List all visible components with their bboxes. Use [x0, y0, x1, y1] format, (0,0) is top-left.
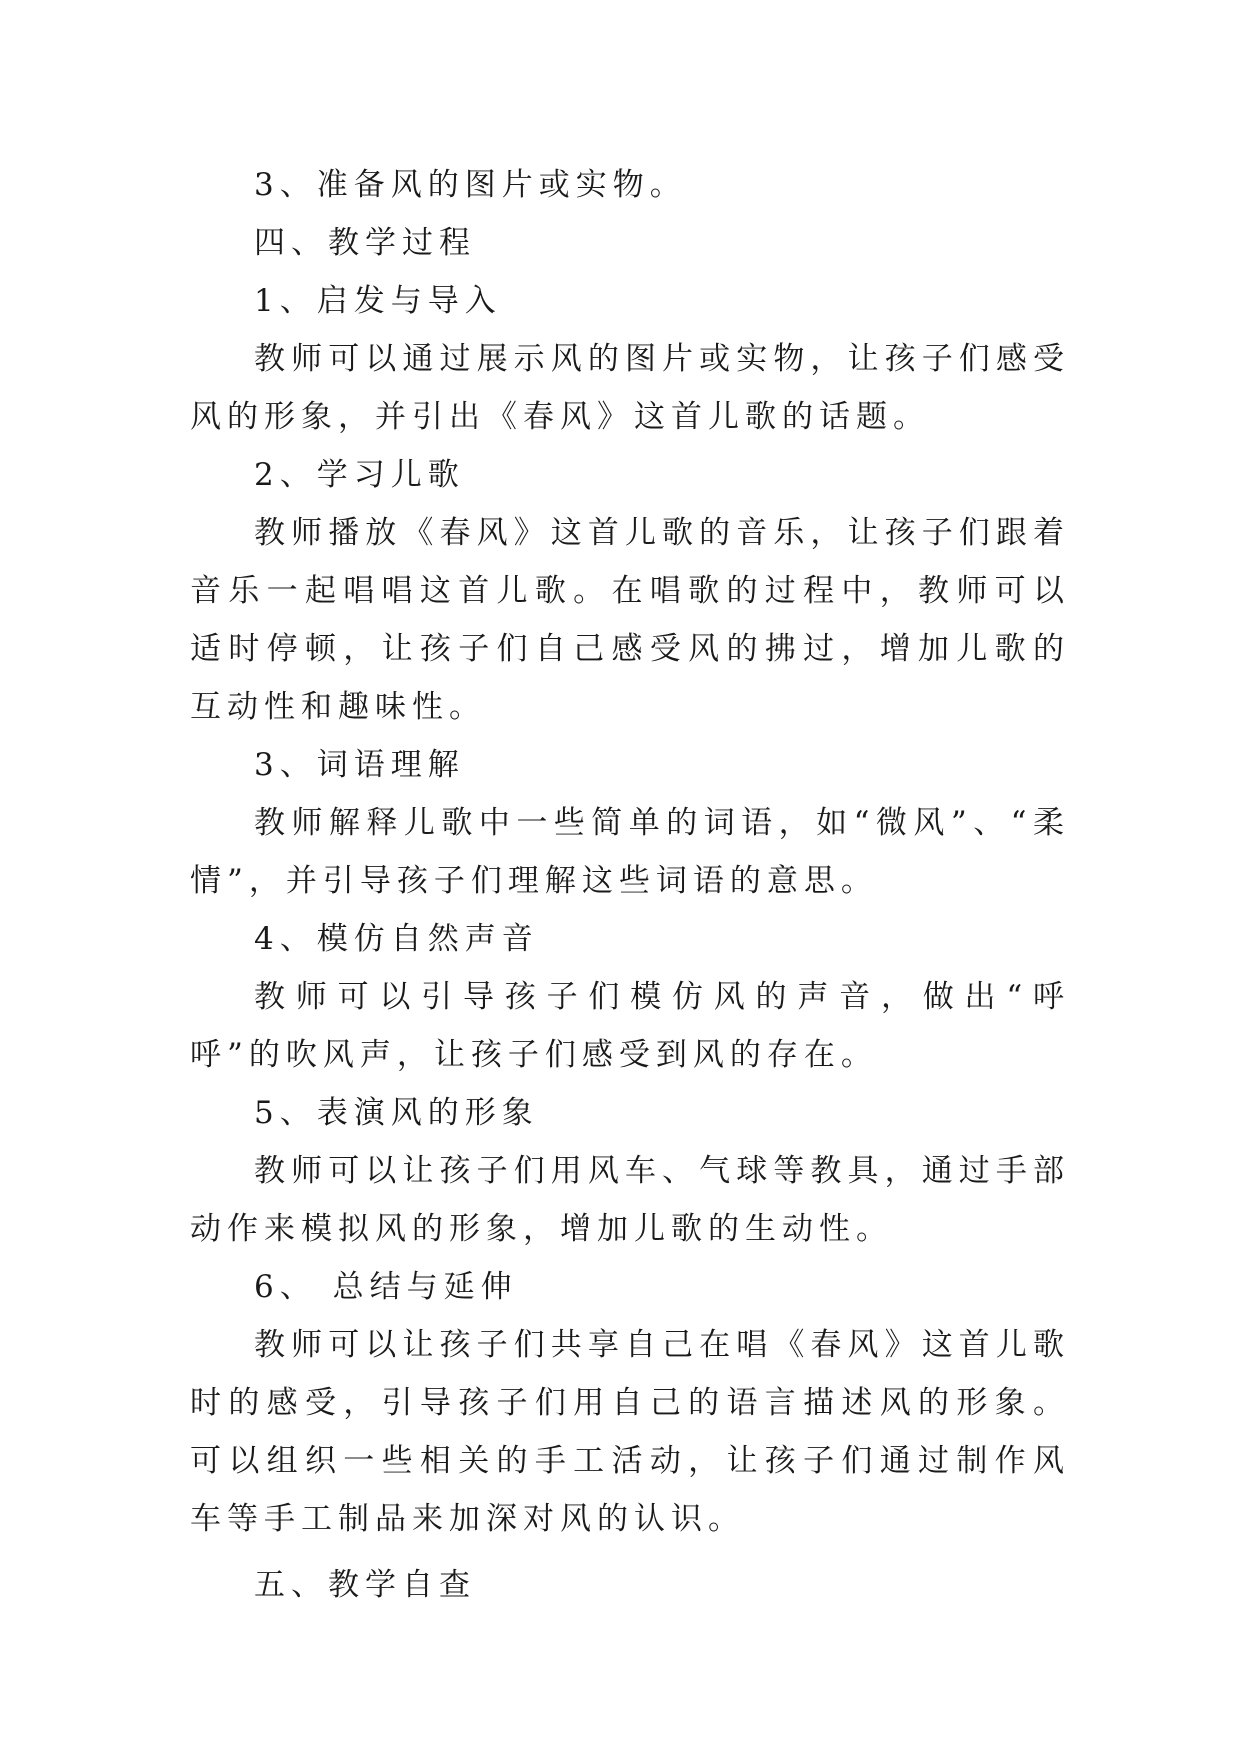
spacer: [190, 1548, 1070, 1556]
step-heading-learn-song: 2、学习儿歌: [254, 457, 465, 493]
step-heading-perform-wind: 5、表演风的形象: [254, 1095, 539, 1131]
list-item-prepare-materials: 3、准备风的图片或实物。: [254, 167, 687, 203]
document-body: [190, 156, 1070, 1614]
step-heading-vocabulary: 3、词语理解: [254, 747, 465, 783]
step-heading-introduction: 1、启发与导入: [254, 283, 502, 319]
paragraph-perform-wind: 教师可以让孩子们用风车、气球等教具，通过手部动作来模拟风的形象，增加儿歌的生动性。: [190, 1153, 1070, 1247]
step-heading-imitate-sounds: 4、模仿自然声音: [254, 921, 539, 957]
paragraph-imitate-sounds: 教师可以引导孩子们模仿风的声音，做出“呼呼”的吹风声，让孩子们感受到风的存在。: [190, 979, 1070, 1073]
step-heading-summary: 6、 总结与延伸: [254, 1269, 518, 1305]
section-heading-teaching-process: 四、教学过程: [254, 225, 476, 261]
section-heading-self-review: 五、教学自查: [254, 1567, 476, 1603]
paragraph-introduction: 教师可以通过展示风的图片或实物，让孩子们感受风的形象，并引出《春风》这首儿歌的话题。: [190, 341, 1070, 435]
paragraph-vocabulary: 教师解释儿歌中一些简单的词语，如“微风”、“柔情”，并引导孩子们理解这些词语的意思。: [190, 805, 1070, 899]
paragraph-learn-song: 教师播放《春风》这首儿歌的音乐，让孩子们跟着音乐一起唱唱这首儿歌。在唱歌的过程中，教师可以适时停顿，让孩子们自己感受风的拂过，增加儿歌的互动性和趣味性。: [190, 515, 1070, 725]
paragraph-summary: 教师可以让孩子们共享自己在唱《春风》这首儿歌时的感受，引导孩子们用自己的语言描述风的形象。可以组织一些相关的手工活动，让孩子们通过制作风车等手工制品来加深对风的认识。: [190, 1327, 1070, 1537]
